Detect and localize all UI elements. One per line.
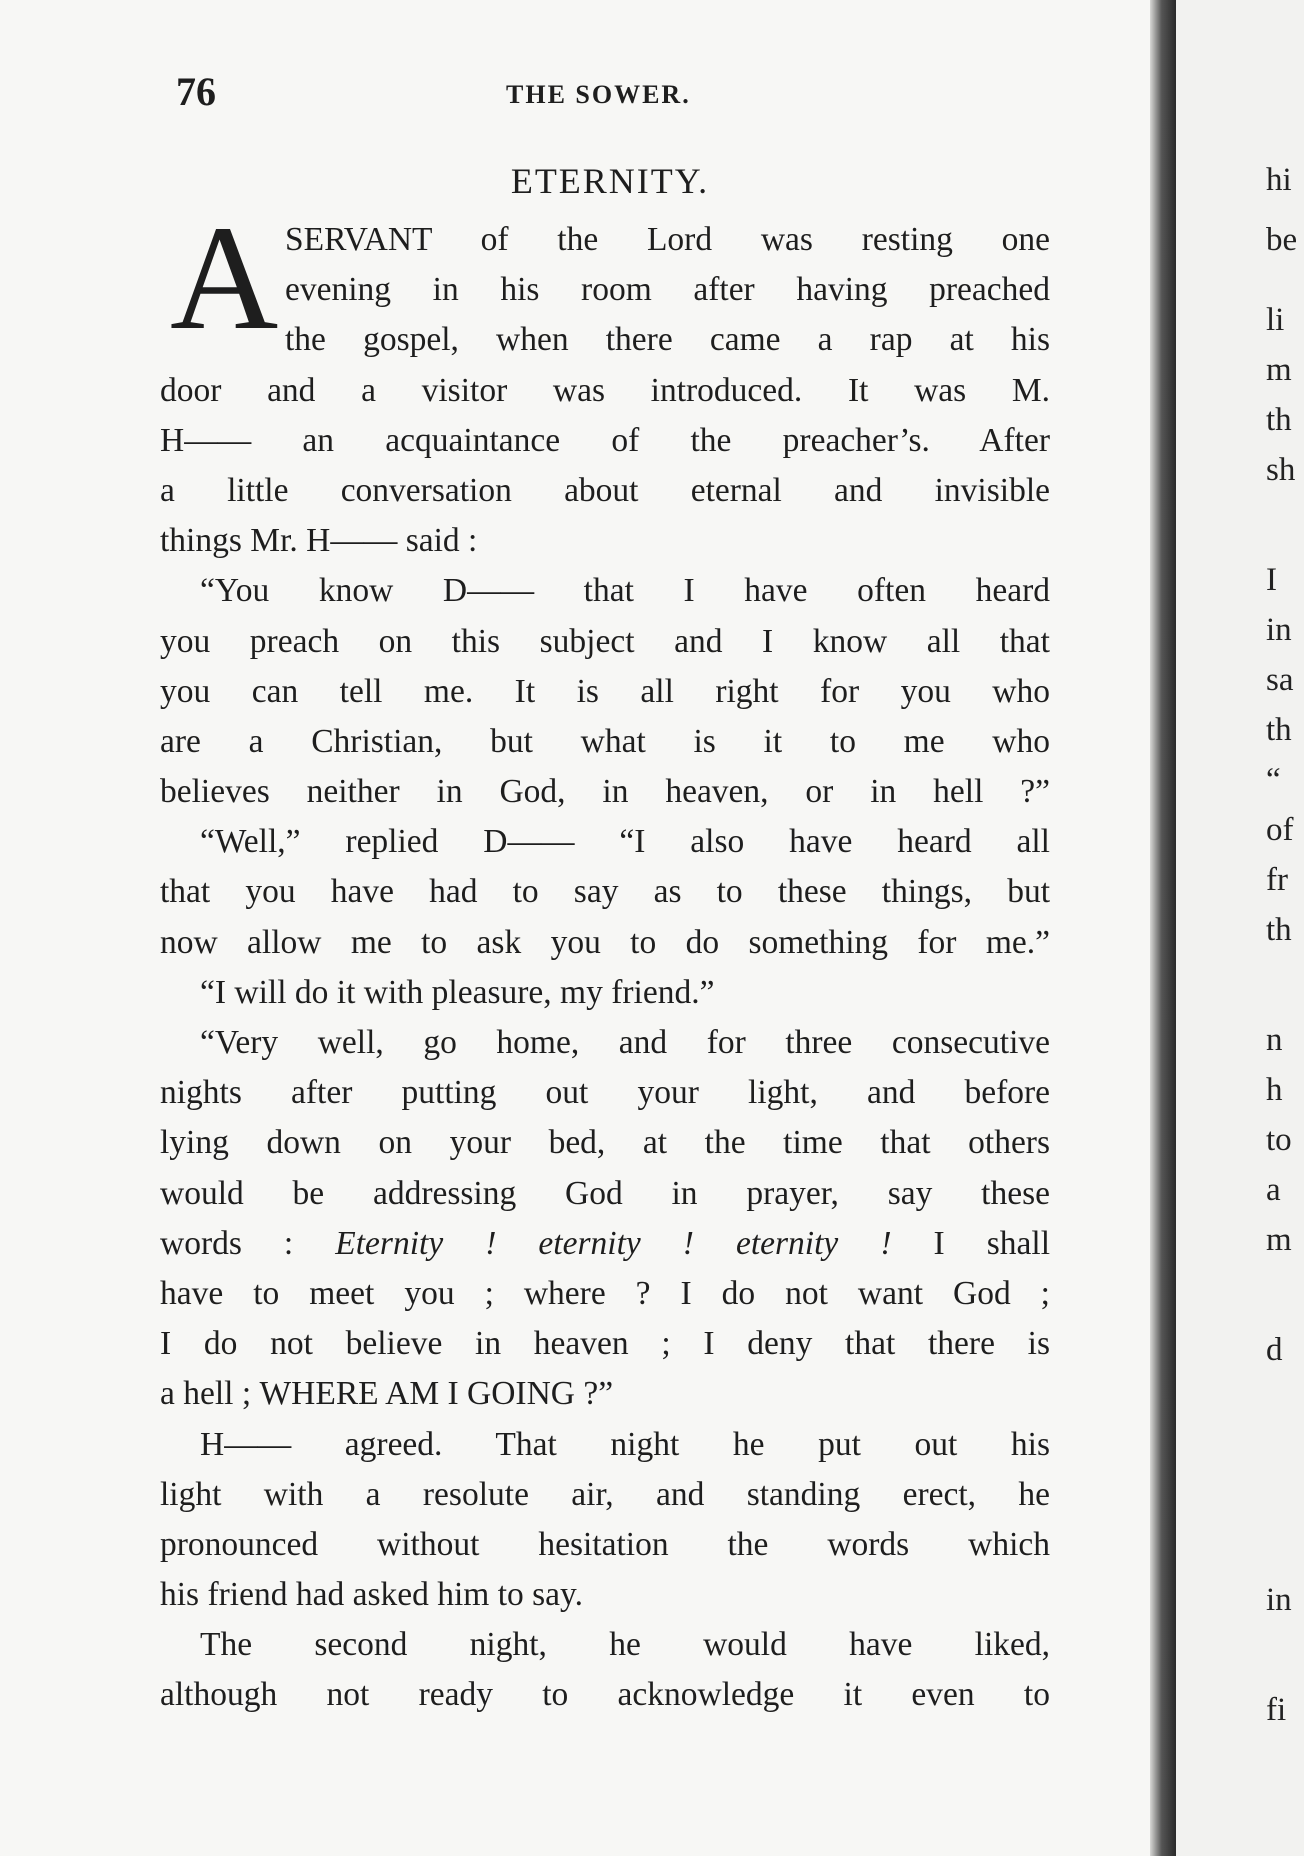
chapter-title: ETERNITY. xyxy=(510,161,710,201)
facing-fragment: I xyxy=(1266,562,1277,598)
facing-fragment: m xyxy=(1266,1222,1292,1258)
facing-fragment: in xyxy=(1266,1582,1292,1618)
page-header xyxy=(160,68,1060,118)
body-text xyxy=(160,195,1050,1721)
facing-fragment: li xyxy=(1266,302,1285,338)
facing-fragment: be xyxy=(1266,222,1298,258)
text-line: the gospel, when there came a rap at his xyxy=(285,321,1050,359)
facing-fragment: fi xyxy=(1266,1692,1287,1728)
text-fragment: words : xyxy=(160,1224,294,1262)
facing-fragment: sh xyxy=(1266,452,1296,488)
text-line xyxy=(160,1219,1050,1269)
text-line: nights after putting out your light, and before xyxy=(160,1074,1050,1112)
emphasis-text: Eternity ! eternity ! eternity ! xyxy=(335,1224,892,1262)
facing-fragment: a xyxy=(1266,1172,1281,1208)
facing-fragment: to xyxy=(1266,1122,1292,1158)
facing-fragment: m xyxy=(1266,352,1292,388)
facing-fragment: of xyxy=(1266,812,1294,848)
facing-fragment: th xyxy=(1266,402,1292,438)
text-line: “I will do it with pleasure, my friend.” xyxy=(200,973,715,1011)
text-line: “Well,” replied D—— “I also have heard all xyxy=(200,823,1050,861)
text-line: The second night, he would have liked, xyxy=(200,1626,1050,1664)
page-number: 76 xyxy=(176,69,216,114)
text-line: I do not believe in heaven ; I deny that there is xyxy=(160,1325,1050,1363)
text-line: believes neither in God, in heaven, or in hell ?” xyxy=(160,773,1050,811)
text-line: things Mr. H—— said : xyxy=(160,522,478,560)
smallcaps-text: WHERE AM I GOING ?” xyxy=(259,1375,614,1413)
drop-cap: A xyxy=(170,195,279,361)
facing-fragment: hi xyxy=(1266,162,1292,198)
text-line: SERVANT of the Lord was resting one xyxy=(285,221,1050,258)
facing-fragment: d xyxy=(1266,1332,1283,1368)
text-line xyxy=(160,1369,1050,1419)
text-line: pronounced without hesitation the words which xyxy=(160,1525,1050,1563)
text-line: H—— agreed. That night he put out his xyxy=(200,1425,1050,1463)
text-line: door and a visitor was introduced. It was M. xyxy=(160,371,1050,409)
facing-fragment: h xyxy=(1266,1072,1283,1108)
text-line: now allow me to ask you to do something for me.” xyxy=(160,923,1050,961)
text-line: that you have had to say as to these things, but xyxy=(160,873,1050,911)
facing-fragment: “ xyxy=(1266,762,1281,798)
text-line: H—— an acquaintance of the preacher’s. After xyxy=(160,421,1050,459)
facing-fragment: th xyxy=(1266,712,1292,748)
text-line: have to meet you ; where ? I do not want God ; xyxy=(160,1274,1050,1312)
text-line: you can tell me. It is all right for you who xyxy=(160,672,1050,710)
text-line: light with a resolute air, and standing erect, he xyxy=(160,1475,1050,1513)
text-line: although not ready to acknowledge it even to xyxy=(160,1676,1050,1714)
facing-fragment: n xyxy=(1266,1022,1283,1058)
facing-fragment: in xyxy=(1266,612,1292,648)
text-line: are a Christian, but what is it to me who xyxy=(160,722,1050,760)
book-gutter xyxy=(1150,0,1176,1856)
facing-fragment: th xyxy=(1266,912,1292,948)
text-line: “Very well, go home, and for three consecutive xyxy=(200,1024,1050,1061)
running-title: THE SOWER. xyxy=(506,80,691,109)
text-line: would be addressing God in prayer, say these xyxy=(160,1174,1050,1212)
text-line: you preach on this subject and I know all that xyxy=(160,622,1050,660)
facing-fragment: fr xyxy=(1266,862,1288,898)
text-line: “You know D—— that I have often heard xyxy=(200,572,1050,610)
text-line: evening in his room after having preached xyxy=(285,271,1050,309)
text-fragment: a hell ; xyxy=(160,1375,252,1413)
facing-fragment: sa xyxy=(1266,662,1294,698)
text-fragment: I shall xyxy=(933,1224,1050,1262)
text-line: his friend had asked him to say. xyxy=(160,1576,584,1614)
text-line: lying down on your bed, at the time that others xyxy=(160,1124,1050,1162)
text-line: a little conversation about eternal and invisible xyxy=(160,471,1050,509)
